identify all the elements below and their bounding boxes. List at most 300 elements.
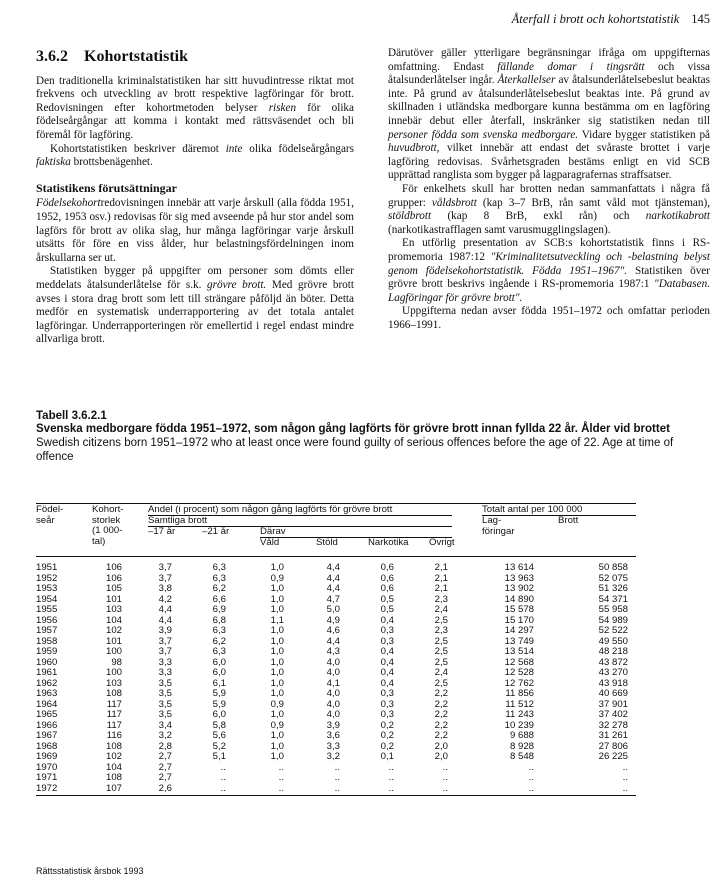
cell-cohort-size: 106 <box>105 572 122 584</box>
cell-convictions: 11 512 <box>505 698 534 710</box>
cell-convictions: 10 239 <box>504 719 534 731</box>
cell-theft: .. <box>334 782 340 794</box>
cell-convictions: 13 902 <box>504 583 534 594</box>
table-row <box>36 605 636 616</box>
header-convictions-1: Lag- <box>482 515 502 526</box>
cell-cohort-size: 104 <box>105 614 122 626</box>
italic-text: narkotikabrott <box>645 210 710 223</box>
header-age-21: –21 år <box>202 526 230 537</box>
cell-theft: 4,4 <box>326 562 340 573</box>
header-narcotics: Narkotika <box>368 537 409 548</box>
cell-theft: 4,0 <box>326 698 340 710</box>
cell-convictions: 13 614 <box>504 562 534 573</box>
cell-age-17: 2,6 <box>158 782 172 794</box>
cell-convictions: 14 297 <box>504 625 534 636</box>
cell-crimes: 55 958 <box>598 604 628 615</box>
cell-narcotics: 0,3 <box>380 709 394 720</box>
cell-convictions: 15 578 <box>504 604 534 615</box>
cell-violence: 1,0 <box>270 625 284 636</box>
cell-theft: 4,0 <box>326 709 340 720</box>
cell-convictions: 8 548 <box>509 751 534 762</box>
cell-cohort-size: 103 <box>105 677 122 689</box>
table-row <box>36 668 636 679</box>
cell-narcotics: 0,4 <box>380 656 394 668</box>
italic-text: "Kriminalitetsutveckling och -belastning belyst genom födelsekohortstatistik. Födda 1951–1967". <box>388 250 710 277</box>
table-row <box>36 710 636 721</box>
cell-age-17: 2,7 <box>158 761 172 773</box>
italic-text: Födelsekohort <box>36 197 101 210</box>
header-thereof: Därav <box>260 526 286 537</box>
cell-age-17: 3,4 <box>158 719 172 731</box>
cell-crimes: 52 522 <box>598 625 628 636</box>
cell-theft: 4,7 <box>326 593 340 605</box>
cell-age-17: 2,8 <box>158 740 172 752</box>
paragraph <box>388 237 710 305</box>
paragraph <box>388 183 710 237</box>
text-run: och vissa åtalsunderlåtelser ingår. <box>388 60 711 87</box>
text-run: (kap 8 BrB, exkl rån) och <box>431 210 646 223</box>
cell-birth-year: 1969 <box>36 751 58 762</box>
cell-crimes: 54 371 <box>598 593 628 605</box>
cell-violence: 1,0 <box>270 583 284 594</box>
cell-cohort-size: 106 <box>105 562 122 573</box>
cell-age-21: 6,8 <box>212 614 226 626</box>
header-cohort-2: storlek <box>92 514 121 526</box>
cell-violence: 1,0 <box>270 635 284 647</box>
cell-age-21: .. <box>220 772 226 783</box>
table-row <box>36 584 636 595</box>
cell-convictions: 12 568 <box>504 656 534 668</box>
running-head-title: Återfall i brott och kohortstatistik <box>511 12 680 26</box>
cell-crimes: 40 669 <box>598 688 628 699</box>
cell-narcotics: .. <box>388 782 394 794</box>
cell-cohort-size: 107 <box>105 782 122 794</box>
text-run: Statistiken bygger på uppgifter om personer som dömts eller meddelats åtalsunderlåtelse för s.k. <box>36 265 354 291</box>
cell-crimes: 49 550 <box>598 635 628 647</box>
cell-other: 2,2 <box>434 730 448 741</box>
cell-other: 2,1 <box>434 562 448 573</box>
section-heading <box>36 50 354 64</box>
cell-other: 2,3 <box>434 625 448 636</box>
cell-other: .. <box>442 782 448 794</box>
cell-cohort-size: 116 <box>106 730 122 741</box>
italic-text: grövre brott. <box>207 278 267 291</box>
table-row <box>36 563 636 574</box>
section-title: Kohortstatistik <box>84 48 188 65</box>
header-total-group: Totalt antal per 100 000 <box>482 504 583 515</box>
cell-crimes: 37 402 <box>598 709 628 720</box>
cell-birth-year: 1957 <box>36 625 58 636</box>
cell-narcotics: 0,3 <box>380 688 394 699</box>
cell-age-21: 6,9 <box>212 604 226 615</box>
text-run: vilket innebär att endast det svåraste brottet i varje lagföring redovisas. Svårhetsgraden bestäms enligt en vid SCB upprättad ranglista som bygger på lagparagrafernas straffsatser. <box>388 142 710 182</box>
cell-crimes: 31 261 <box>598 730 628 741</box>
cell-crimes: 27 806 <box>598 740 628 752</box>
cell-violence: 1,0 <box>270 730 284 741</box>
cell-age-17: 3,7 <box>158 635 172 647</box>
cell-theft: 4,0 <box>326 688 340 699</box>
cell-age-17: 2,7 <box>158 751 172 762</box>
cell-theft: 3,6 <box>326 730 340 741</box>
cell-violence: 0,9 <box>270 698 284 710</box>
text-run: Kohortstatistiken beskriver däremot <box>50 142 226 155</box>
cell-age-21: 6,6 <box>212 593 226 605</box>
cell-age-21: 5,9 <box>212 698 226 710</box>
cell-narcotics: 0,6 <box>380 572 394 584</box>
cell-cohort-size: 102 <box>105 751 122 762</box>
table-title-swedish: Svenska medborgare födda 1951–1972, som någon gång lagförts för grövre brott innan fyllda 22 år. Ålder vid brottet <box>36 423 670 435</box>
cell-birth-year: 1971 <box>36 772 58 783</box>
cell-violence: 1,0 <box>270 709 284 720</box>
cell-other: .. <box>442 772 448 783</box>
cell-convictions: 8 928 <box>509 740 534 752</box>
cell-theft: 3,9 <box>326 719 340 731</box>
table-row <box>36 647 636 658</box>
cell-violence: 1,0 <box>270 688 284 699</box>
cell-narcotics: 0,2 <box>380 730 394 741</box>
italic-text: risken <box>268 101 297 114</box>
cell-other: 2,1 <box>434 583 448 594</box>
table-caption <box>36 410 706 464</box>
cell-age-17: 3,3 <box>158 667 172 678</box>
cell-other: 2,1 <box>434 572 448 584</box>
cell-crimes: 43 872 <box>598 656 628 668</box>
cell-crimes: 50 858 <box>598 562 628 573</box>
cell-other: 2,2 <box>434 698 448 710</box>
header-birth-year-1: Födel- <box>36 504 64 515</box>
cell-cohort-size: 108 <box>105 740 122 752</box>
cell-narcotics: 0,4 <box>380 667 394 678</box>
cell-narcotics: 0,2 <box>380 740 394 752</box>
italic-text: huvudbrott, <box>388 142 440 155</box>
cell-theft: .. <box>334 772 340 783</box>
cell-cohort-size: 100 <box>105 667 122 678</box>
cell-cohort-size: 102 <box>105 625 122 636</box>
cell-age-21: 6,3 <box>212 625 226 636</box>
text-run: av åtalsunderlåtelsebeslut beaktas inte. På grund av åtalsunderlåtelsebeslut beaktas inte. På grund av skillnaden i utländska medborgare kunna bestämma om en lagföring innebär debut eller återfall, inskränker sig statistiken nedan till <box>388 74 710 127</box>
cell-cohort-size: 100 <box>105 646 122 657</box>
cell-convictions: 12 762 <box>504 677 534 689</box>
header-birth-year-2: seår <box>36 514 55 526</box>
table-row <box>36 689 636 700</box>
cell-cohort-size: 103 <box>105 604 122 615</box>
cell-birth-year: 1970 <box>36 761 58 773</box>
cell-age-17: 4,4 <box>158 604 172 615</box>
running-head <box>512 12 710 27</box>
cell-convictions: 12 528 <box>504 667 534 678</box>
cell-narcotics: 0,5 <box>380 593 394 605</box>
cell-theft: 3,3 <box>326 740 340 752</box>
italic-text: inte <box>225 142 243 155</box>
cell-theft: 4,4 <box>326 583 340 594</box>
text-run: (narkotikastrafflagen samt varusmugglingslagen). <box>388 223 611 236</box>
cell-violence: 1,0 <box>270 751 284 762</box>
header-cohort-4: tal) <box>92 535 106 547</box>
cell-narcotics: 0,5 <box>380 604 394 615</box>
text-run: Vidare bygger statistiken på <box>578 128 711 141</box>
cell-other: 2,2 <box>434 719 448 731</box>
cell-theft: 4,6 <box>326 625 340 636</box>
cell-age-21: 5,6 <box>212 730 226 741</box>
cell-convictions: 14 890 <box>504 593 534 605</box>
text-run: En utförlig presentation av SCB:s kohortstatistik finns i RS-promemoria 1987:12 <box>388 237 710 263</box>
text-run: Med grövre brott avses i stora drag brott som lett till strängare påföljd än böter. Detta medför en systematisk underrapportering av det totala antalet lagföringar. Underrapporteringen rör emellertid i regel endast mindre allvarliga brott. <box>36 278 354 346</box>
text-run: (kap 3–7 BrB, rån samt våld mot tjänsteman), <box>476 196 710 209</box>
cell-narcotics: 0,4 <box>380 677 394 689</box>
table-header-rule <box>36 556 636 557</box>
header-crimes: Brott <box>558 515 579 526</box>
header-other: Övrigt <box>429 537 455 548</box>
cell-theft: 4,0 <box>326 656 340 668</box>
cell-birth-year: 1956 <box>36 614 58 626</box>
cell-cohort-size: 108 <box>105 688 122 699</box>
cell-age-17: 3,3 <box>158 656 172 668</box>
text-run: brottsbenägenhet. <box>70 156 153 169</box>
paragraph <box>388 305 710 332</box>
cell-crimes: 26 225 <box>598 751 628 762</box>
table-title-english: Swedish citizens born 1951–1972 who at least once were found guilty of serious offences before the age of 22. Age at time of offence <box>36 437 674 463</box>
italic-text: "Databasen. Lagföringar för grövre brott". <box>388 278 710 304</box>
text-run: Uppgifterna nedan avser födda 1951–1972 och omfattar perioden 1966–1991. <box>388 305 710 331</box>
text-run: Statistiken över grövre brott beskrivs ingående i RS-promemoria 1987:1 <box>388 264 710 291</box>
cell-narcotics: 0,4 <box>380 614 394 626</box>
cell-cohort-size: 108 <box>105 772 122 783</box>
cell-cohort-size: 98 <box>111 656 122 668</box>
cell-narcotics: 0,1 <box>380 751 394 762</box>
cell-violence: 1,0 <box>270 604 284 615</box>
cell-other: 2,4 <box>434 604 448 615</box>
cell-age-21: 6,0 <box>212 709 226 720</box>
cell-birth-year: 1953 <box>36 583 58 594</box>
cell-narcotics: 0,4 <box>380 646 394 657</box>
cell-age-21: 6,3 <box>212 572 226 584</box>
paragraph <box>36 197 354 265</box>
header-violence: Våld <box>260 537 280 548</box>
cell-theft: 4,0 <box>326 667 340 678</box>
cell-birth-year: 1958 <box>36 635 58 647</box>
table-row <box>36 784 636 795</box>
right-column <box>388 47 710 332</box>
header-share-group: Andel (i procent) som någon gång lagförts för grövre brott <box>148 504 393 515</box>
cell-narcotics: .. <box>388 772 394 783</box>
left-column <box>36 50 354 347</box>
cell-age-17: 4,4 <box>158 614 172 626</box>
header-all-crimes: Samtliga brott <box>148 515 208 526</box>
cell-age-17: 3,5 <box>158 688 172 699</box>
italic-text: Återkallelser <box>497 74 556 87</box>
cell-convictions: .. <box>528 782 534 794</box>
cell-theft: 4,3 <box>326 646 340 657</box>
cell-birth-year: 1959 <box>36 646 58 657</box>
cell-convictions: 13 963 <box>504 572 534 584</box>
rule <box>260 537 452 538</box>
cell-age-17: 4,2 <box>158 593 172 605</box>
cell-convictions: 11 243 <box>505 709 534 720</box>
cell-age-17: 3,7 <box>158 572 172 584</box>
section-number: 3.6.2 <box>36 48 68 65</box>
text-run: Den traditionella kriminalstatistiken har sitt huvudintresse riktat mot frekvens och utveckling av brott respektive lagföringar för brott. Redovisningen efter kohortmetoden belyser <box>36 74 354 114</box>
cell-birth-year: 1955 <box>36 604 58 615</box>
italic-text: fällande domar i tingsrätt <box>497 60 645 73</box>
cell-age-21: 6,0 <box>212 667 226 678</box>
text-run: för olika födelseårgångar att komma i kontakt med rättsväsendet och bli föremål för lagföring. <box>36 101 354 141</box>
cell-other: 2,5 <box>434 646 448 657</box>
cell-other: 2,0 <box>434 751 448 762</box>
cell-convictions: 13 749 <box>504 635 534 647</box>
cell-cohort-size: 117 <box>106 719 122 731</box>
italic-text: personer födda som svenska medborgare. <box>388 128 579 141</box>
cell-violence: .. <box>278 772 284 783</box>
cell-birth-year: 1951 <box>36 562 58 573</box>
header-age-17: –17 år <box>148 526 176 537</box>
cell-birth-year: 1964 <box>36 698 58 710</box>
cell-birth-year: 1962 <box>36 677 58 689</box>
cell-other: 2,5 <box>434 635 448 647</box>
cell-age-17: 3,5 <box>158 698 172 710</box>
cell-other: 2,5 <box>434 614 448 626</box>
cell-age-21: 6,2 <box>212 583 226 594</box>
cell-age-21: 6,1 <box>212 677 226 689</box>
cell-violence: 0,9 <box>270 572 284 584</box>
paragraph <box>36 265 354 347</box>
cell-narcotics: 0,6 <box>380 583 394 594</box>
cell-crimes: .. <box>622 782 628 794</box>
cell-violence: 1,0 <box>270 646 284 657</box>
paragraph <box>36 143 354 170</box>
cell-theft: 4,9 <box>326 614 340 626</box>
header-convictions-2: föringar <box>482 525 515 537</box>
cell-age-21: 6,2 <box>212 635 226 647</box>
cell-violence: 1,0 <box>270 562 284 573</box>
cell-crimes: 48 218 <box>598 646 628 657</box>
cell-birth-year: 1966 <box>36 719 58 731</box>
cell-age-21: 6,0 <box>212 656 226 668</box>
cell-birth-year: 1972 <box>36 782 58 794</box>
cell-age-17: 2,7 <box>158 772 172 783</box>
cell-other: 2,5 <box>434 677 448 689</box>
cell-cohort-size: 105 <box>105 583 122 594</box>
table-row <box>36 626 636 637</box>
cell-other: 2,0 <box>434 740 448 752</box>
text-run: För enkelhets skull har brotten nedan sammanfattats i några få grupper: <box>388 182 710 209</box>
cell-crimes: 32 278 <box>598 719 628 731</box>
cell-theft: 4,4 <box>326 635 340 647</box>
italic-text: våldsbrott <box>431 196 477 209</box>
cell-birth-year: 1968 <box>36 740 58 752</box>
header-theft: Stöld <box>316 537 338 548</box>
cell-age-21: 5,2 <box>212 740 226 752</box>
cell-birth-year: 1965 <box>36 709 58 720</box>
table-row <box>36 773 636 784</box>
cell-other: 2,2 <box>434 709 448 720</box>
cell-convictions: .. <box>528 772 534 783</box>
cell-age-21: 6,3 <box>212 646 226 657</box>
cell-age-17: 3,8 <box>158 583 172 594</box>
cell-age-21: .. <box>220 782 226 794</box>
cell-birth-year: 1967 <box>36 730 58 741</box>
cell-birth-year: 1960 <box>36 656 58 668</box>
header-cohort-1: Kohort- <box>92 504 124 515</box>
page-number: 145 <box>691 12 710 26</box>
cell-narcotics: 0,2 <box>380 719 394 731</box>
cell-crimes: 43 918 <box>598 677 628 689</box>
cell-other: 2,3 <box>434 593 448 605</box>
cell-cohort-size: 117 <box>106 709 122 720</box>
cell-theft: 5,0 <box>326 604 340 615</box>
cell-other: .. <box>442 761 448 773</box>
cell-narcotics: 0,6 <box>380 562 394 573</box>
cell-theft: 3,2 <box>326 751 340 762</box>
paragraph <box>36 75 354 143</box>
header-cohort-3: (1 000- <box>92 525 123 536</box>
cell-birth-year: 1961 <box>36 667 58 678</box>
cell-theft: .. <box>334 761 340 773</box>
cell-age-17: 3,9 <box>158 625 172 636</box>
table-row <box>36 731 636 742</box>
cell-convictions: 11 856 <box>505 688 534 699</box>
cell-violence: 0,9 <box>270 719 284 731</box>
cell-narcotics: 0,3 <box>380 625 394 636</box>
table-bottom-rule <box>36 795 636 796</box>
cell-age-17: 3,5 <box>158 677 172 689</box>
cell-crimes: .. <box>622 761 628 773</box>
table-label: Tabell 3.6.2.1 <box>36 410 107 422</box>
text-run: Därutöver gäller ytterligare begränsningar ifråga om uppgifternas omfattning. Endast <box>388 47 710 73</box>
italic-text: faktiska <box>36 156 71 169</box>
cell-other: 2,2 <box>434 688 448 699</box>
paragraph <box>388 47 710 183</box>
cell-crimes: 54 989 <box>598 614 628 626</box>
text-run: redovisningen innebär att varje årskull (alla födda 1951, 1952, 1953 osv.) redovisas för sig med avseende på hur stor andel som lagförs för brott av olika slag, hur många lagföringar varje årskull utsätts för före en viss ålder, hur belastningsfördelningen inom årskullarna ser ut. <box>36 197 354 264</box>
cell-age-21: 5,8 <box>212 719 226 731</box>
cell-age-17: 3,2 <box>158 730 172 741</box>
cell-birth-year: 1963 <box>36 688 58 699</box>
cell-narcotics: 0,3 <box>380 698 394 710</box>
cell-crimes: 43 270 <box>598 667 628 678</box>
cell-age-17: 3,7 <box>158 562 172 573</box>
cell-age-21: 5,1 <box>212 751 226 762</box>
cell-violence: .. <box>278 782 284 794</box>
cell-crimes: .. <box>622 772 628 783</box>
cell-cohort-size: 101 <box>105 635 122 647</box>
cell-theft: 4,1 <box>326 677 340 689</box>
cell-cohort-size: 101 <box>105 593 122 605</box>
cell-convictions: 9 688 <box>509 730 534 741</box>
cell-age-21: 6,3 <box>212 562 226 573</box>
italic-text: stöldbrott <box>388 210 432 223</box>
cell-cohort-size: 104 <box>105 761 122 773</box>
cell-theft: 4,4 <box>326 572 340 584</box>
cell-cohort-size: 117 <box>106 698 122 710</box>
cell-convictions: .. <box>528 761 534 773</box>
cell-age-21: 5,9 <box>212 688 226 699</box>
cell-age-21: .. <box>220 761 226 773</box>
cell-birth-year: 1954 <box>36 593 58 605</box>
cell-violence: 1,1 <box>270 614 284 626</box>
cell-birth-year: 1952 <box>36 572 58 584</box>
table-row <box>36 752 636 763</box>
cell-age-17: 3,7 <box>158 646 172 657</box>
cell-violence: 1,0 <box>270 593 284 605</box>
cell-violence: 1,0 <box>270 656 284 668</box>
cell-other: 2,5 <box>434 656 448 668</box>
page-footer: Rättsstatistisk årsbok 1993 <box>36 866 144 876</box>
text-run: olika födelseårgångars <box>242 142 354 155</box>
cell-crimes: 37 901 <box>598 698 628 710</box>
cell-violence: 1,0 <box>270 740 284 752</box>
cell-age-17: 3,5 <box>158 709 172 720</box>
cell-violence: 1,0 <box>270 677 284 689</box>
